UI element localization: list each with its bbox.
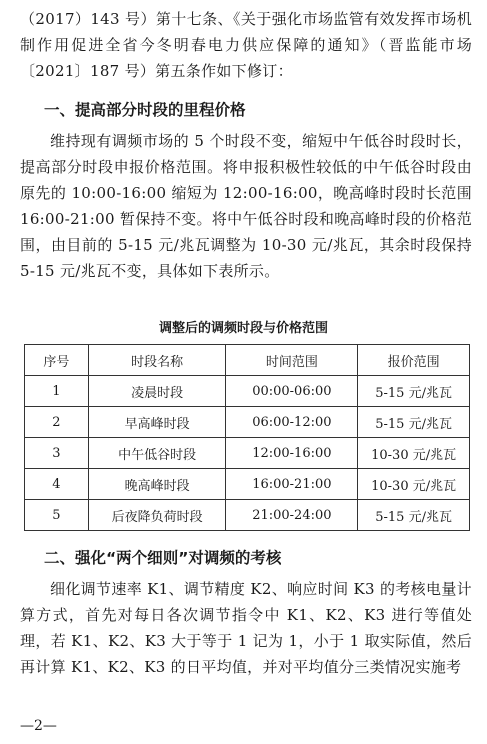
cell-price-range: 5-15 元/兆瓦 xyxy=(358,500,470,531)
table-row xyxy=(25,376,470,407)
cell-index: 2 xyxy=(25,407,89,438)
cell-time-range: 06:00-12:00 xyxy=(226,407,358,438)
cell-price-range: 10-30 元/兆瓦 xyxy=(358,438,470,469)
header-time-range: 时间范围 xyxy=(226,345,358,376)
header-period-name: 时段名称 xyxy=(88,345,226,376)
cell-period-name: 后夜降负荷时段 xyxy=(88,500,226,531)
cell-index: 4 xyxy=(25,469,89,500)
table-row xyxy=(25,500,470,531)
cell-price-range: 5-15 元/兆瓦 xyxy=(358,376,470,407)
cell-period-name: 凌晨时段 xyxy=(88,376,226,407)
cell-time-range: 12:00-16:00 xyxy=(226,438,358,469)
header-price-range: 报价范围 xyxy=(358,345,470,376)
table-header-row xyxy=(25,345,470,376)
header-index: 序号 xyxy=(25,345,89,376)
paragraph-section-1: 维持现有调频市场的 5 个时段不变，缩短中午低谷时段时长，提高部分时段申报价格范围。将申报积极性较低的中午低谷时段由原先的 10:00-16:00 缩短为 12:00-16:00，晚高峰时段时长范围 16:00-21:00 暂保持不变。将中午低谷时段和晚高峰时段的价格范围，由目前的 5-15 元/兆瓦调整为 10-30 元/兆瓦，其余时段保持 5-15 元/兆瓦不变，具体如下表所示。 xyxy=(20,132,472,280)
adjustment-table xyxy=(24,344,470,531)
paragraph-section-2: 细化调节速率 K1、调节精度 K2、响应时间 K3 的考核电量计算方式，首先对每日各次调节指令中 K1、K2、K3 进行等值处理，若 K1、K2、K3 大于等于 1 记为 1，小于 1 取实际值，然后再计算 K1、K2、K3 的日平均值，并对平均值分三类情况实施考 xyxy=(20,580,472,676)
page-number: —2— xyxy=(20,718,57,734)
cell-period-name: 早高峰时段 xyxy=(88,407,226,438)
table-caption: 调整后的调频时段与价格范围 xyxy=(158,321,328,336)
cell-index: 3 xyxy=(25,438,89,469)
cell-period-name: 中午低谷时段 xyxy=(88,438,226,469)
cell-time-range: 16:00-21:00 xyxy=(226,469,358,500)
table-row xyxy=(25,407,470,438)
section-heading-2: 二、强化“两个细则”对调频的考核 xyxy=(44,549,282,567)
cell-index: 1 xyxy=(25,376,89,407)
cell-price-range: 10-30 元/兆瓦 xyxy=(358,469,470,500)
cell-index: 5 xyxy=(25,500,89,531)
cell-price-range: 5-15 元/兆瓦 xyxy=(358,407,470,438)
cell-time-range: 00:00-06:00 xyxy=(226,376,358,407)
paragraph-intro: （2017）143 号）第十七条、《关于强化市场监管有效发挥市场机制作用促进全省今冬明春电力供应保障的通知》（晋监能市场〔2021〕187 号）第五条作如下修订： xyxy=(20,10,472,80)
cell-period-name: 晚高峰时段 xyxy=(88,469,226,500)
table-row xyxy=(25,469,470,500)
table-row xyxy=(25,438,470,469)
cell-time-range: 21:00-24:00 xyxy=(226,500,358,531)
section-heading-1: 一、提高部分时段的里程价格 xyxy=(44,101,246,119)
